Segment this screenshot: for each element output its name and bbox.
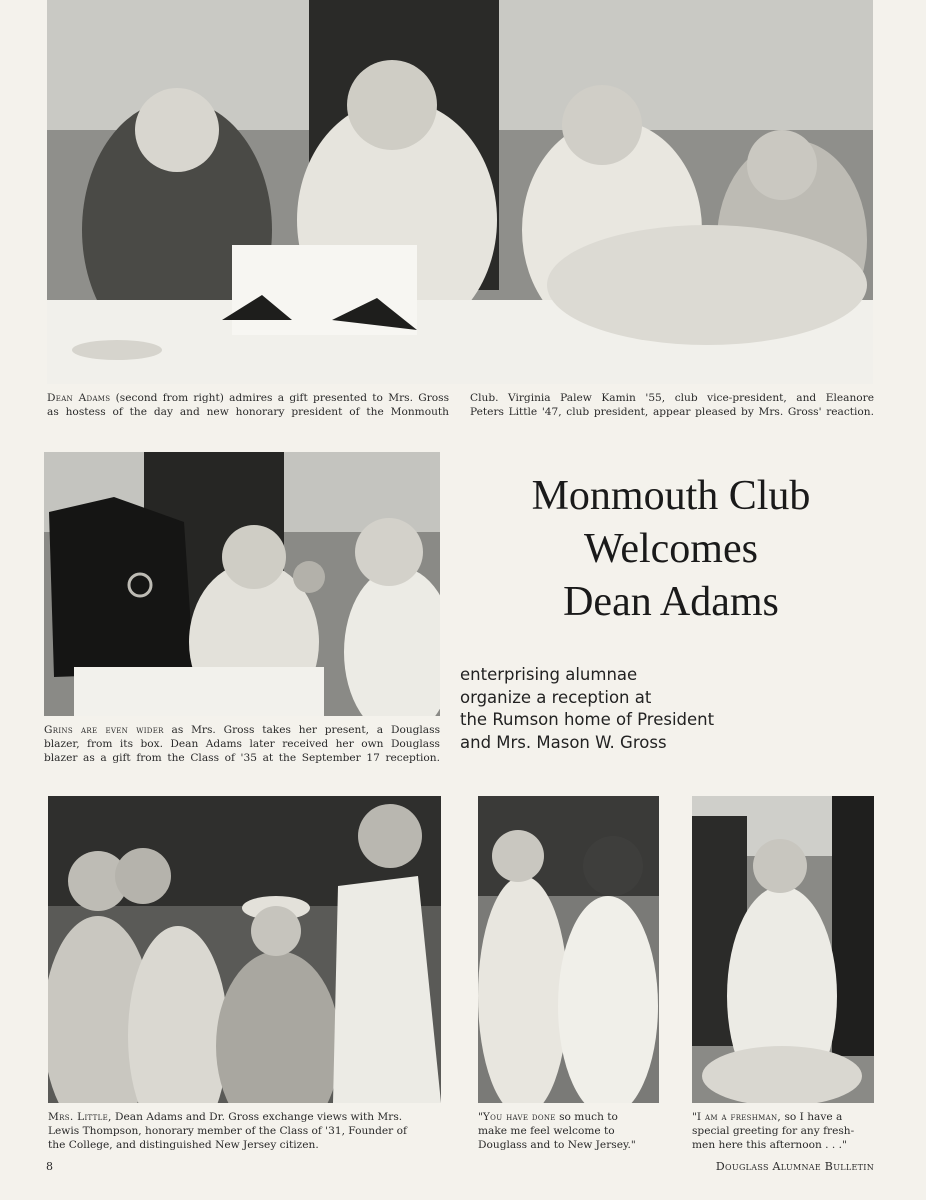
freshman-greeting-illustration [692,796,874,1103]
subtitle-line: organize a reception at [460,687,652,707]
article-title [456,470,886,629]
top-caption-right [470,391,874,419]
caption-lead: Mrs. Little, [48,1111,112,1123]
caption-quote-mark: " [692,1111,697,1123]
caption-lead: I am a freshman, [696,1111,782,1123]
subtitle-line: enterprising alumnae [460,665,638,684]
caption-text: Douglass and to New Jersey." [478,1139,636,1152]
caption-text: Lewis Thompson, honorary member of the Class of '31, Founder of [48,1125,407,1138]
group-conversation-photo [48,796,441,1103]
page-number: 8 [46,1160,53,1173]
subtitle-line: the Rumson home of President [460,710,715,729]
caption-text: as hostess of the day and new honorary president of the Monmouth [47,406,449,419]
caption-text: special greeting for any fresh- [692,1125,855,1138]
caption-text: blazer as a gift from the Class of '35 at the September 17 reception. [44,752,440,765]
caption-text: so I have a [781,1111,843,1123]
top-caption-left [47,391,449,419]
blazer-unboxing-illustration [44,452,440,716]
middle-caption [44,723,440,766]
caption-text: men here this afternoon . . ." [692,1139,847,1152]
caption-text: so much to [555,1111,618,1123]
title-line: Welcomes [584,526,758,572]
caption-text: Dean Adams and Dr. Gross exchange views with Mrs. [111,1111,403,1123]
caption-text: blazer, from its box. Dean Adams later received her own Douglass [44,738,440,751]
blazer-unboxing-photo [44,452,440,716]
welcome-conversation-photo [478,796,659,1103]
caption-text: make me feel welcome to [478,1125,615,1138]
freshman-greeting-photo [692,796,874,1103]
article-subtitle [460,664,790,754]
luncheon-table-illustration [47,0,873,384]
bottom-left-caption [48,1110,448,1153]
caption-lead: You have done [482,1111,556,1123]
caption-lead: Grins are even wider [44,724,164,736]
bottom-right-caption [692,1110,882,1153]
caption-text: Peters Little '47, club president, appear pleased by Mrs. Gross' reaction. [470,406,874,419]
title-line: Dean Adams [563,579,779,625]
group-conversation-illustration [48,796,441,1103]
bottom-middle-caption [478,1110,664,1153]
caption-text: (second from right) admires a gift presented to Mrs. Gross [110,392,450,404]
caption-quote-mark: " [478,1111,483,1123]
caption-text: Club. Virginia Palew Kamin '55, club vice-president, and Eleanore [470,392,874,404]
welcome-conversation-illustration [478,796,659,1103]
caption-text: the College, and distinguished New Jersey citizen. [48,1139,319,1152]
caption-lead: Dean Adams [47,392,111,404]
title-line: Monmouth Club [531,473,811,519]
subtitle-line: and Mrs. Mason W. Gross [460,732,667,752]
caption-text: as Mrs. Gross takes her present, a Douglass [163,724,441,736]
publication-name: Douglass Alumnae Bulletin [715,1160,874,1173]
luncheon-table-photo [47,0,873,384]
